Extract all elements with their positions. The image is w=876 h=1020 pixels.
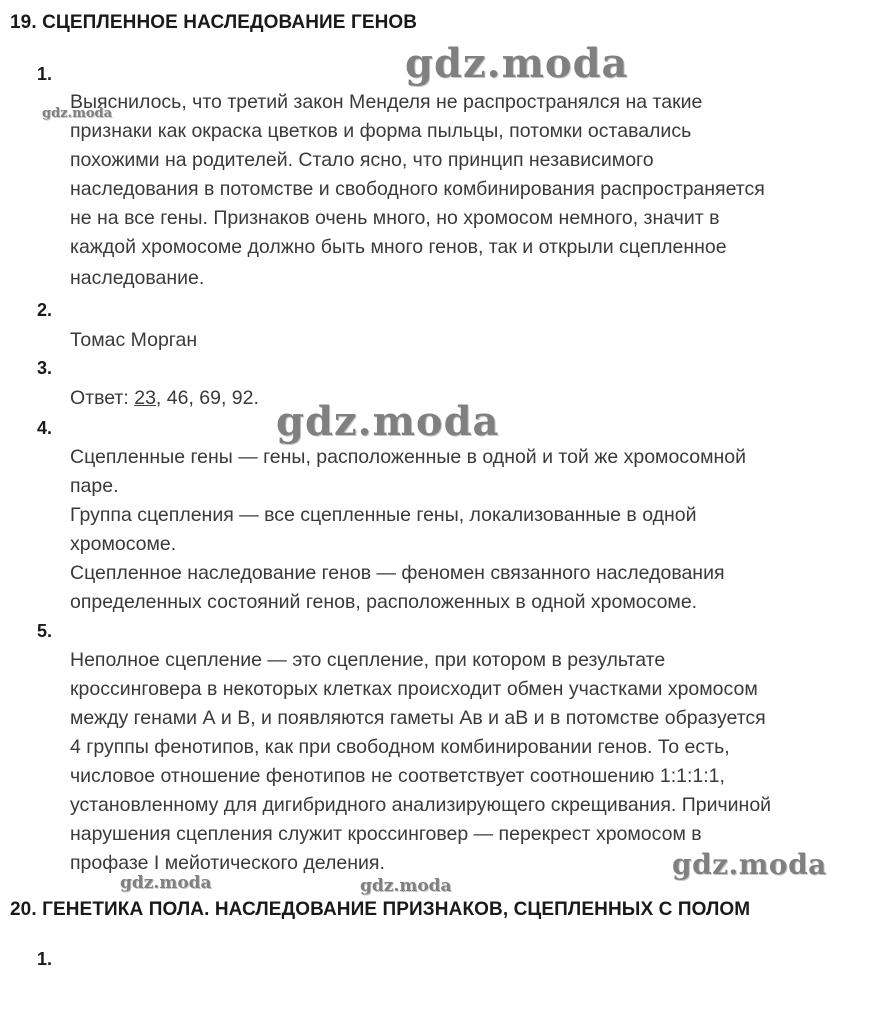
text-line: Неполное сцепление — это сцепление, при котором в результате (70, 649, 666, 671)
text-line: признаки как окраска цветков и форма пыльцы, потомки оставались (70, 120, 692, 142)
text-line: похожими на родителей. Стало ясно, что принцип независимого (70, 149, 654, 171)
item-1-answer (70, 88, 865, 293)
watermark-logo: gdz.moda (405, 40, 629, 87)
item-5-answer (70, 646, 865, 878)
text-line: Выяснилось, что третий закон Менделя не распространялся на такие (70, 91, 703, 113)
text-line: установленному для дигибридного анализирующего скрещивания. Причиной (70, 794, 772, 816)
item-5-number: 5. (37, 621, 53, 641)
text-line: кроссинговера в некоторых клетках происходит обмен участками хромосом (70, 678, 758, 700)
answer-prefix: Ответ: (70, 387, 135, 409)
text-line: профазе I мейотического деления. (70, 852, 385, 874)
item-1-number: 1. (37, 64, 53, 84)
text-line: паре. (70, 475, 119, 497)
text-line: Сцепленные гены — гены, расположенные в одной и той же хромосомной (70, 446, 747, 468)
text-line: наследование. (70, 267, 205, 289)
item-3-number: 3. (37, 358, 53, 378)
watermark-logo: gdz.moda (120, 873, 212, 893)
text-line: нарушения сцепления служит кроссинговер — перекрест хромосом в (70, 823, 702, 845)
item-2-answer (70, 326, 865, 355)
text-line: Группа сцепления — все сцепленные гены, локализованные в одной (70, 504, 697, 526)
section-20-title: 20. ГЕНЕТИКА ПОЛА. НАСЛЕДОВАНИЕ ПРИЗНАКОВ, СЦЕПЛЕННЫХ С ПОЛОМ (10, 899, 751, 920)
text-line: наследования в потомстве и свободного комбинирования распространяется (70, 178, 765, 200)
item-4-answer (70, 443, 865, 617)
answer-rest: , 46, 69, 92. (155, 387, 259, 409)
watermark-logo: gdz.moda (360, 876, 452, 896)
text-line: 4 группы фенотипов, как при свободном комбинировании генов. То есть, (70, 736, 730, 758)
watermark-logo: gdz.moda (276, 398, 500, 445)
section-20-item-1-number: 1. (37, 949, 53, 969)
text-line: хромосоме. (70, 533, 177, 555)
item-2-number: 2. (37, 300, 53, 320)
text-line: между генами А и В, и появляются гаметы Ав и аВ и в потомстве образуется (70, 707, 766, 729)
text-line: каждой хромосоме должно быть много генов, так и открыли сцепленное (70, 236, 727, 258)
section-19-title: 19. СЦЕПЛЕННОЕ НАСЛЕДОВАНИЕ ГЕНОВ (10, 12, 418, 33)
text-line: Томас Морган (70, 329, 198, 351)
text-line: Сцепленное наследование генов — феномен связанного наследования (70, 562, 725, 584)
text-line: числовое отношение фенотипов не соответствует соотношению 1:1:1:1, (70, 765, 725, 787)
text-line: определенных состояний генов, расположенных в одной хромосоме. (70, 591, 698, 613)
watermark-logo: gdz.moda (42, 106, 113, 121)
watermark-logo: gdz.moda (672, 848, 827, 881)
item-4-number: 4. (37, 418, 53, 438)
answer-underlined-value: 23 (134, 387, 156, 409)
text-line: не на все гены. Признаков очень много, но хромосом немного, значит в (70, 207, 720, 229)
